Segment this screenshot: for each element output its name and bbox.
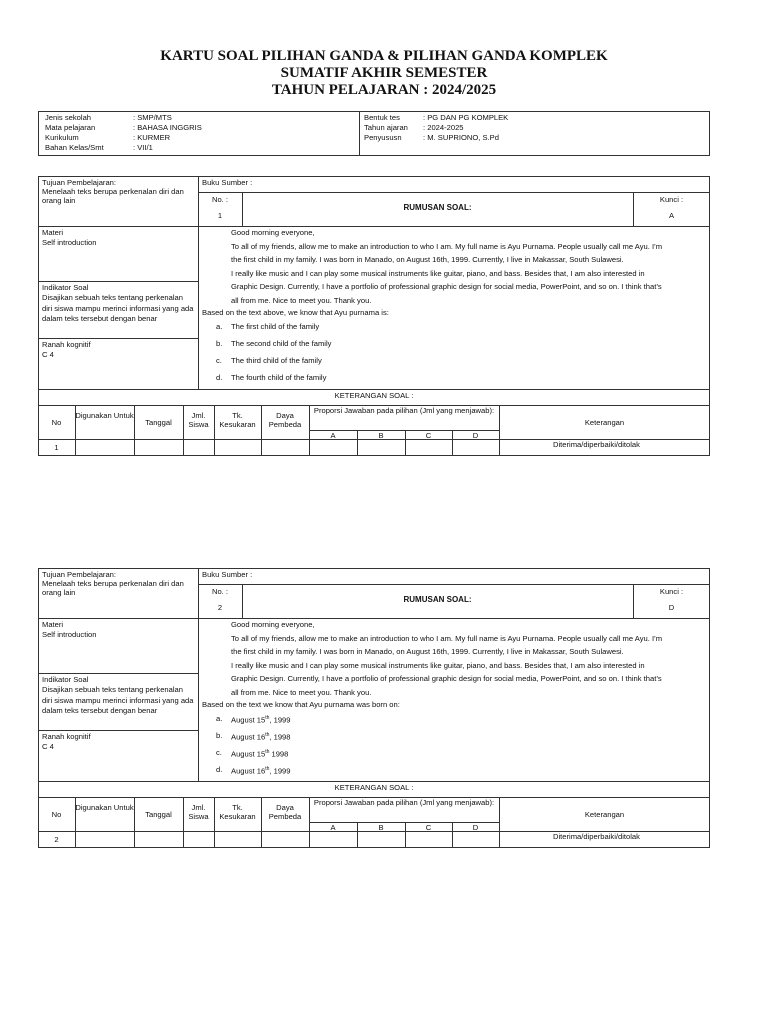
col-header-jml: Jml. Siswa [188, 803, 209, 821]
rumusan-soal-label: RUMUSAN SOAL: [403, 203, 472, 212]
passage-line: the first child in my family. I was born in Manado, on August 16th, 1999. Currently, I live in Makassar, South Sulawesi. [231, 647, 624, 656]
divider [38, 226, 198, 227]
answer-option[interactable] [231, 731, 291, 742]
divider [38, 673, 198, 674]
info-value: : VII/1 [133, 143, 153, 152]
option-text: August 15 [231, 715, 266, 725]
option-year: , 1999 [269, 715, 291, 725]
answer-option[interactable] [231, 356, 322, 365]
answer-option[interactable] [231, 322, 319, 331]
keterangan-soal-label: KETERANGAN SOAL : [334, 391, 414, 400]
col-header-a: A [330, 823, 336, 832]
col-header-a: A [330, 431, 336, 440]
indikator-label: Indikator Soal [42, 675, 89, 684]
answer-option[interactable] [231, 373, 326, 382]
tujuan-text: Menelaah teks berupa perkenalan diri dan orang lain [42, 579, 184, 597]
row-number: 1 [54, 443, 59, 452]
col-header-d: D [472, 431, 479, 440]
option-text: The third child of the family [231, 356, 322, 365]
col-header-digunakan: Digunakan Untuk [75, 803, 134, 812]
answer-option[interactable] [231, 748, 288, 759]
option-superscript: th [265, 749, 270, 755]
rumusan-soal-label: RUMUSAN SOAL: [403, 595, 472, 604]
col-header-tanggal: Tanggal [145, 810, 172, 819]
buku-sumber-label: Buku Sumber : [202, 178, 253, 187]
passage-line: Good morning everyone, [231, 620, 315, 629]
ranah-label: Ranah kognitif [42, 340, 91, 349]
option-letter: a. [216, 322, 223, 331]
buku-sumber-label: Buku Sumber : [202, 570, 253, 579]
option-letter: d. [216, 373, 223, 382]
indikator-text: Disajikan sebuah teks tentang perkenalan diri siswa mampu merinci informasi yang ada dalam teks tersebut dengan benar [42, 293, 194, 323]
ranah-label: Ranah kognitif [42, 732, 91, 741]
col-header-digunakan: Digunakan Untuk [75, 411, 134, 420]
document-title: KARTU SOAL PILIHAN GANDA & PILIHAN GANDA KOMPLEK [160, 48, 608, 64]
passage-line: To all of my friends, allow me to make an introduction to who I am. My full name is Ayu Purnama. People usually call me Ayu. I’m [231, 633, 663, 643]
passage-line: all from me. Nice to meet you. Thank you. [231, 295, 372, 305]
kunci-label: Kunci : [659, 195, 684, 204]
divider [499, 405, 500, 456]
answer-option[interactable] [231, 339, 331, 348]
col-header-no: No [51, 418, 62, 427]
passage-line: To all of my friends, allow me to make an introduction to who I am. My full name is Ayu Purnama. People usually call me Ayu. I’m [231, 241, 663, 251]
passage-line: all from me. Nice to meet you. Thank you. [231, 687, 372, 697]
tujuan-text: Menelaah teks berupa perkenalan diri dan orang lain [42, 187, 184, 205]
answer-option[interactable] [231, 765, 291, 776]
status-text: Diterima/diperbaiki/ditolak [553, 440, 640, 449]
info-value: : 2024-2025 [423, 123, 464, 132]
option-letter: a. [216, 714, 223, 723]
col-header-no: No [51, 810, 62, 819]
option-text: The second child of the family [231, 339, 332, 348]
info-value: : PG DAN PG KOMPLEK [423, 113, 509, 122]
number-label: No. : [211, 587, 229, 596]
indikator-text: Disajikan sebuah teks tentang perkenalan diri siswa mampu merinci informasi yang ada dalam teks tersebut dengan benar [42, 685, 194, 715]
option-letter: c. [216, 356, 222, 365]
option-letter: d. [216, 765, 223, 774]
info-label: Mata pelajaran [45, 123, 96, 132]
answer-option[interactable] [231, 714, 291, 725]
option-year: , 1999 [269, 766, 291, 776]
col-header-keterangan: Keterangan [584, 810, 625, 819]
divider [38, 389, 710, 390]
document-subtitle: SUMATIF AKHIR SEMESTER [280, 65, 488, 81]
tujuan-label: Tujuan Pembelajaran: [42, 570, 117, 579]
question-text: Based on the text we know that Ayu purnama was born on: [202, 700, 400, 709]
col-header-d: D [472, 823, 479, 832]
document-year: TAHUN PELAJARAN : 2024/2025 [271, 82, 497, 98]
divider [38, 730, 198, 731]
option-text: August 15 [231, 749, 266, 759]
materi-text: Self introduction [42, 630, 97, 639]
kunci-label: Kunci : [659, 587, 684, 596]
col-header-b: B [378, 823, 384, 832]
info-value: : BAHASA INGGRIS [133, 123, 202, 132]
keterangan-soal-label: KETERANGAN SOAL : [334, 783, 414, 792]
passage-line: the first child in my family. I was born in Manado, on August 16th, 1999. Currently, I live in Makassar, South Sulawesi. [231, 255, 624, 264]
materi-label: Materi [42, 620, 64, 629]
passage-line: Graphic Design. Currently, I have a portfolio of professional graphic design for social media, PowerPoint, and so on. I think that’s [231, 282, 662, 291]
info-value: : SMP/MTS [133, 113, 172, 122]
materi-label: Materi [42, 228, 64, 237]
col-header-c: C [425, 823, 432, 832]
col-header-jml: Jml. Siswa [188, 411, 209, 429]
col-header-proporsi: Proporsi Jawaban pada pilihan (Jml yang menjawab): [313, 406, 495, 415]
divider [134, 405, 135, 456]
col-header-proporsi: Proporsi Jawaban pada pilihan (Jml yang menjawab): [313, 798, 495, 807]
info-label: Kurikulum [45, 133, 79, 142]
option-text: The fourth child of the family [231, 373, 327, 382]
col-header-tk: Tk. Kesukaran [219, 411, 256, 429]
passage-line: I really like music and I can play some musical instruments like guitar, piano, and bass. Besides that, I am also interested in [231, 268, 645, 278]
passage-line: Graphic Design. Currently, I have a portfolio of professional graphic design for social media, PowerPoint, and so on. I think that’s [231, 674, 662, 683]
status-text: Diterima/diperbaiki/ditolak [553, 832, 640, 841]
info-value: : M. SUPRIONO, S.Pd [423, 133, 499, 142]
option-text: August 16 [231, 732, 266, 742]
option-superscript: th [265, 732, 270, 738]
info-label: Jenis sekolah [45, 113, 92, 122]
col-header-tanggal: Tanggal [145, 418, 172, 427]
question-text: Based on the text above, we know that Ayu purnama is: [202, 308, 389, 317]
option-letter: c. [216, 748, 222, 757]
question-number: 2 [217, 603, 223, 612]
col-header-c: C [425, 431, 432, 440]
number-label: No. : [211, 195, 229, 204]
info-label: Bahan Kelas/Smt [45, 143, 104, 152]
ranah-text: C 4 [42, 742, 54, 751]
passage-line: Good morning everyone, [231, 228, 315, 237]
option-superscript: th [265, 715, 270, 721]
divider [38, 281, 198, 282]
option-text: August 16 [231, 766, 266, 776]
answer-key: D [668, 603, 675, 612]
row-number: 2 [54, 835, 59, 844]
divider [38, 781, 710, 782]
tujuan-label: Tujuan Pembelajaran: [42, 178, 117, 187]
col-header-daya: Daya Pembeda [268, 803, 302, 821]
question-number: 1 [217, 211, 223, 220]
info-label: Bentuk tes [364, 113, 400, 122]
materi-text: Self introduction [42, 238, 97, 247]
option-letter: b. [216, 731, 223, 740]
option-superscript: th [265, 766, 270, 772]
info-value: : KURMER [133, 133, 171, 142]
option-year: 1998 [269, 749, 289, 759]
divider [38, 338, 198, 339]
col-header-keterangan: Keterangan [584, 418, 625, 427]
option-letter: b. [216, 339, 223, 348]
answer-key: A [668, 211, 675, 220]
info-label: Penyususn [364, 133, 402, 142]
divider [38, 618, 198, 619]
option-year: , 1998 [269, 732, 291, 742]
divider [134, 797, 135, 848]
col-header-b: B [378, 431, 384, 440]
divider [499, 797, 500, 848]
info-label: Tahun ajaran [364, 123, 408, 132]
option-text: The first child of the family [231, 322, 320, 331]
ranah-text: C 4 [42, 350, 54, 359]
col-header-daya: Daya Pembeda [268, 411, 302, 429]
passage-line: I really like music and I can play some musical instruments like guitar, piano, and bass. Besides that, I am also interested in [231, 660, 645, 670]
indikator-label: Indikator Soal [42, 283, 89, 292]
col-header-tk: Tk. Kesukaran [219, 803, 256, 821]
info-box-right [359, 111, 710, 156]
